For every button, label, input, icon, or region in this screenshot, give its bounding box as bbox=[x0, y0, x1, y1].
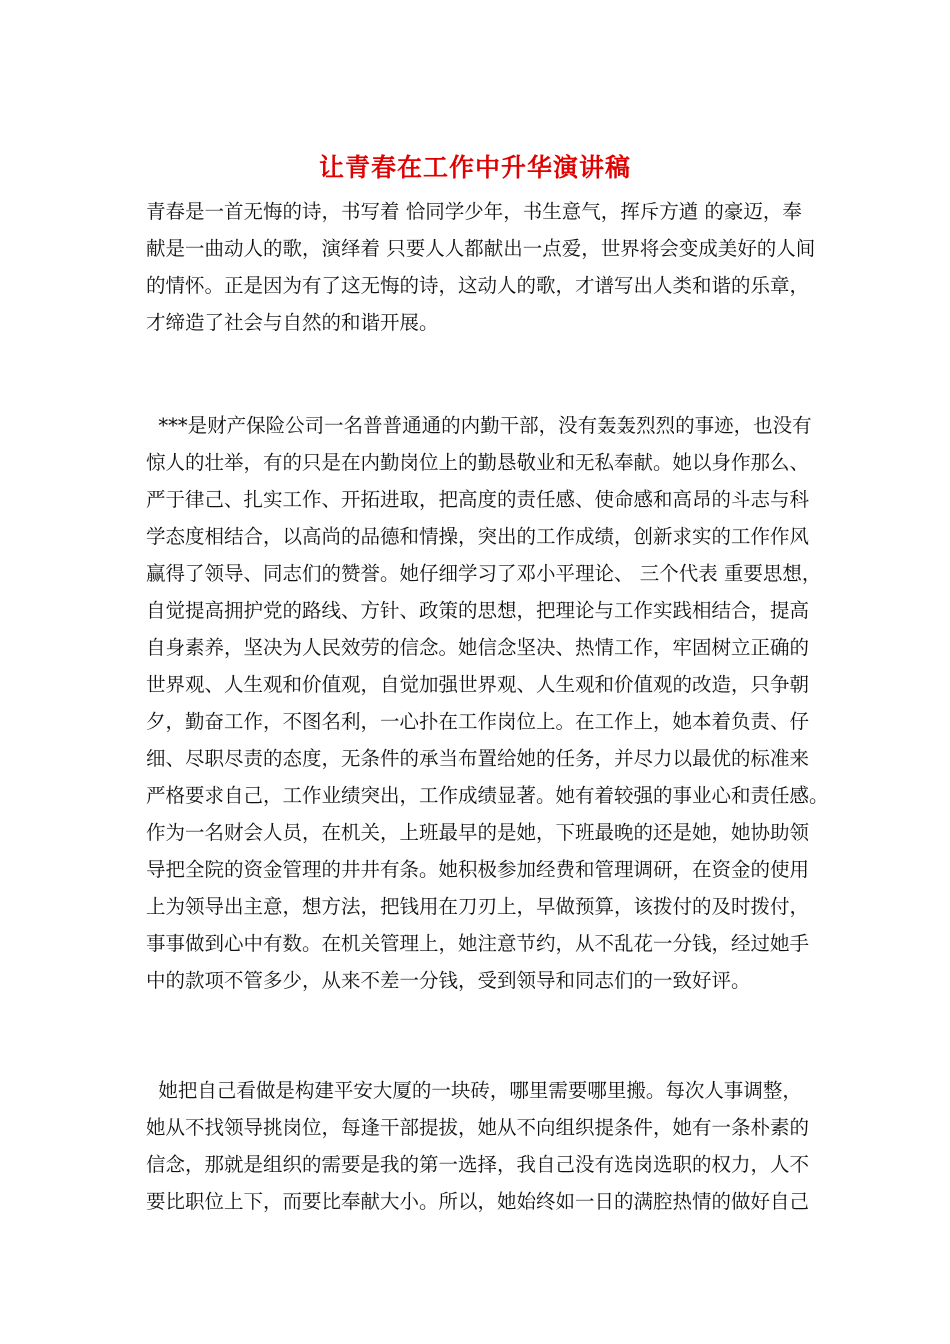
text-line: ***是财产保险公司一名普普通通的内勤干部，没有轰轰烈烈的事迹，也没有 bbox=[146, 414, 812, 437]
text-line: 细、尽职尽责的态度，无条件的承当布置给她的任务，并尽力以最优的标准来 bbox=[146, 747, 810, 770]
text-line: 献是一曲动人的歌，演绎着 只要人人都献出一点爱，世界将会变成美好的人间 bbox=[146, 237, 816, 260]
paragraph-dedication bbox=[146, 1072, 811, 1220]
text-line: 导把全院的资金管理的井井有条。她积极参加经费和管理调研，在资金的使用 bbox=[146, 858, 810, 881]
text-line: 青春是一首无悔的诗，书写着 恰同学少年，书生意气，挥斥方遒 的豪迈，奉 bbox=[146, 200, 802, 223]
text-line: 自身素养，坚决为人民效劳的信念。她信念坚决、热情工作，牢固树立正确的 bbox=[146, 636, 810, 659]
paragraph-intro bbox=[146, 193, 816, 341]
text-line: 的情怀。正是因为有了这无悔的诗，这动人的歌，才谱写出人类和谐的乐章， bbox=[146, 274, 810, 297]
paragraph-profile bbox=[146, 407, 829, 999]
text-line: 惊人的壮举，有的只是在内勤岗位上的勤恳敬业和无私奉献。她以身作那么、 bbox=[146, 451, 810, 474]
text-line: 自觉提高拥护党的路线、方针、政策的思想，把理论与工作实践相结合，提高 bbox=[146, 599, 810, 622]
text-line: 严格要求自己，工作业绩突出，工作成绩显著。她有着较强的事业心和责任感。 bbox=[146, 784, 829, 807]
text-line: 她把自己看做是构建平安大厦的一块砖，哪里需要哪里搬。每次人事调整， bbox=[146, 1079, 802, 1102]
text-line: 作为一名财会人员，在机关，上班最早的是她，下班最晚的还是她，她协助领 bbox=[146, 821, 810, 844]
text-line: 她从不找领导挑岗位，每逢干部提拔，她从不向组织提条件，她有一条朴素的 bbox=[146, 1116, 810, 1139]
text-line: 严于律己、扎实工作、开拓进取，把高度的责任感、使命感和高昂的斗志与科 bbox=[146, 488, 810, 511]
text-line: 信念，那就是组织的需要是我的第一选择，我自己没有选岗选职的权力，人不 bbox=[146, 1153, 810, 1176]
text-line: 学态度相结合，以高尚的品德和情操，突出的工作成绩，创新求实的工作作风 bbox=[146, 525, 810, 548]
text-line: 上为领导出主意，想方法，把钱用在刀刃上，早做预算，该拨付的及时拨付， bbox=[146, 895, 810, 918]
text-line: 赢得了领导、同志们的赞誉。她仔细学习了邓小平理论、 三个代表 重要思想， bbox=[146, 562, 822, 585]
text-line: 中的款项不管多少，从来不差一分钱，受到领导和同志们的一致好评。 bbox=[146, 969, 751, 992]
text-line: 才缔造了社会与自然的和谐开展。 bbox=[146, 311, 439, 334]
document-title: 让青春在工作中升华演讲稿 bbox=[318, 153, 631, 182]
text-line: 要比职位上下，而要比奉献大小。所以，她始终如一日的满腔热情的做好自己 bbox=[146, 1190, 810, 1213]
text-line: 夕，勤奋工作，不图名利，一心扑在工作岗位上。在工作上，她本着负责、仔 bbox=[146, 710, 810, 733]
text-line: 事事做到心中有数。在机关管理上，她注意节约，从不乱花一分钱，经过她手 bbox=[146, 932, 810, 955]
text-line: 世界观、人生观和价值观，自觉加强世界观、人生观和价值观的改造，只争朝 bbox=[146, 673, 810, 696]
